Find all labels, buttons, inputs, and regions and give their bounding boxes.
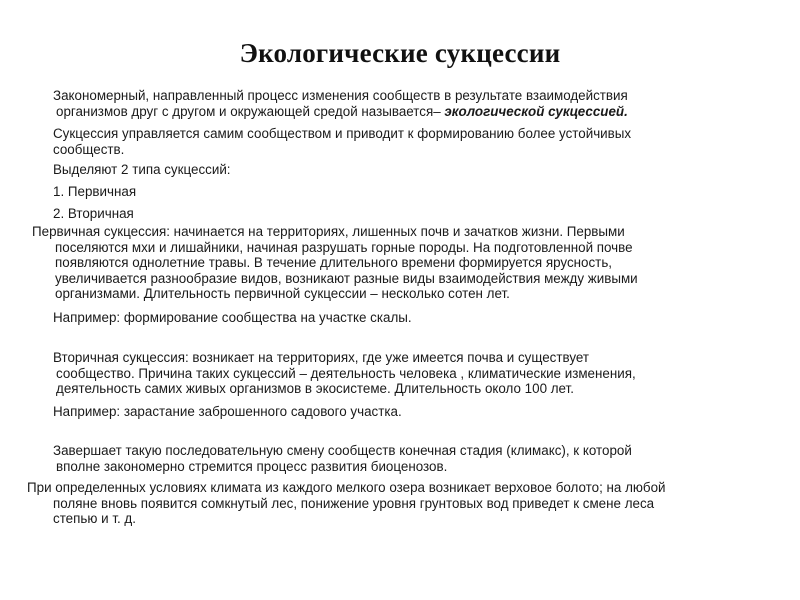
text-line: Закономерный, направленный процесс изменения сообществ в результате взаимодействия [53,88,628,103]
text-line: поляне вновь появится сомкнутый лес, понижение уровня грунтовых вод приведет к смене леса [53,495,655,511]
paragraph-secondary-example: Например: зарастание заброшенного садового участка. [53,404,402,419]
slide-title: Экологические сукцессии [239,38,561,68]
text-line: вполне закономерно стремится процесс развития биоценозов. [56,458,448,474]
text-line: степью и т. д. [53,511,136,526]
text-line [53,104,753,120]
text-line: увеличивается разнообразие видов, возникают разные виды взаимодействия между живыми [55,270,638,286]
text-line: При определенных условиях климата из каждого мелкого озера возникает верховое болото; на любой [27,480,666,495]
list-item-secondary: 2. Вторичная [53,206,134,221]
paragraph-conditions [27,480,777,527]
paragraph-succession-control [53,126,753,157]
paragraph-primary-succession [32,224,772,302]
paragraph-types-intro: Выделяют 2 типа сукцессий: [53,162,231,177]
text-line: Вторичная сукцессия: возникает на территориях, где уже имеется почва и существует [53,350,590,365]
list-item-primary: 1. Первичная [53,184,137,199]
text-line: сообщество. Причина таких сукцессий – деятельность человека , климатические изменения, [56,365,636,381]
paragraph-climax [53,443,763,474]
text-line: Первичная сукцессия: начинается на территориях, лишенных почв и зачатков жизни. Первыми [32,224,625,239]
text-line: появляются однолетние травы. В течение длительного времени формируется ярусность, [55,255,613,270]
text-segment: организмов друг с другом и окружающей средой называется– [56,103,445,119]
paragraph-definition [53,88,753,119]
paragraph-secondary-succession [53,350,763,397]
emphasis-term: экологической сукцессией. [444,103,628,119]
text-line: Сукцессия управляется самим сообществом и приводит к формированию более устойчивых [53,126,632,141]
text-line: поселяются мхи и лишайники, начиная разрушать горные породы. На подготовленной почве [55,239,633,255]
text-line: Завершает такую последовательную смену сообществ конечная стадия (климакс), к которой [53,443,632,458]
paragraph-primary-example: Например: формирование сообщества на участке скалы. [53,310,412,325]
text-line: деятельность самих живых организмов в экосистеме. Длительность около 100 лет. [56,381,574,396]
text-line: сообществ. [53,141,125,157]
text-line: организмами. Длительность первичной сукцессии – несколько сотен лет. [55,286,510,301]
